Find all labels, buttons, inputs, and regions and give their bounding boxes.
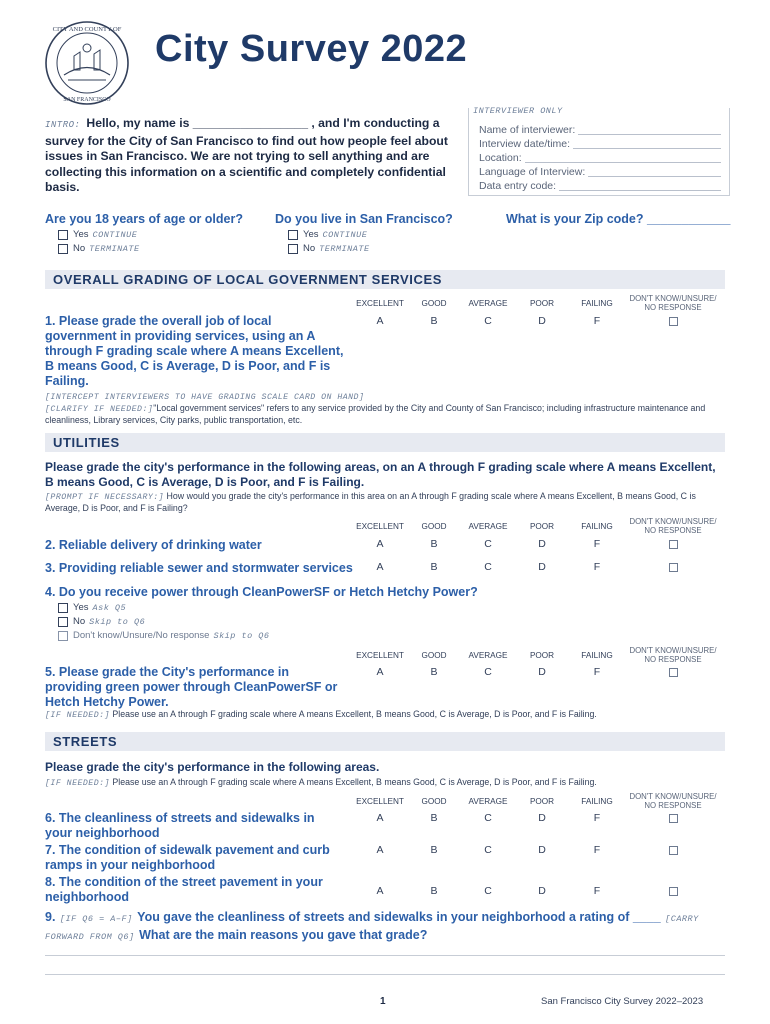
interviewer-only-box (468, 108, 730, 196)
q3-dk-checkbox[interactable] (669, 563, 678, 572)
city-seal-logo (44, 20, 130, 106)
grade-header-good: GOOD (421, 299, 447, 308)
q3-grade-a[interactable]: A (376, 561, 384, 573)
page-number: 1 (380, 996, 386, 1007)
q7-dk-checkbox[interactable] (669, 846, 678, 855)
section-header-utilities: UTILITIES (45, 433, 725, 452)
grade-header-dk: DON'T KNOW/UNSURE/ NO RESPONSE (629, 646, 717, 664)
q2-grade-d[interactable]: D (538, 538, 546, 550)
q5-grade-d[interactable]: D (538, 666, 546, 678)
age-yes-option[interactable]: Yes CONTINUE (58, 229, 137, 240)
grade-header-failing: FAILING (581, 299, 613, 308)
q5-grade-a[interactable]: A (376, 666, 384, 678)
q2-dk-checkbox[interactable] (669, 540, 678, 549)
q5-note: [IF NEEDED:] Please use an A through F grading scale where A means Excellent, B means Good, C is Average, D is Poor, and F is Failing. (45, 709, 597, 720)
q2-grade-a[interactable]: A (376, 538, 384, 550)
q8-grade-b[interactable]: B (430, 885, 438, 897)
checkbox[interactable] (288, 230, 298, 240)
grade-header-failing: FAILING (581, 522, 613, 531)
grade-header-dk: DON'T KNOW/UNSURE/ NO RESPONSE (629, 517, 717, 535)
q2-grade-f[interactable]: F (593, 538, 601, 550)
grade-header-good: GOOD (421, 651, 447, 660)
interview-language-field[interactable]: Language of Interview: (479, 166, 721, 178)
q1-grade-b[interactable]: B (430, 315, 438, 327)
q1-grade-a[interactable]: A (376, 315, 384, 327)
utilities-intro: Please grade the city's performance in the following areas, on an A through F grading scale where A means Excellent, B means Good, C is Average, D is Poor, and F is Failing. (45, 460, 716, 489)
q5-dk-checkbox[interactable] (669, 668, 678, 677)
q4-yes-option[interactable]: Yes Ask Q5 (58, 602, 126, 613)
q3-grade-b[interactable]: B (430, 561, 438, 573)
grade-header-poor: POOR (529, 522, 555, 531)
data-entry-code-field[interactable]: Data entry code: (479, 180, 721, 192)
q4-dk-option[interactable]: Don't know/Unsure/No response Skip to Q6 (58, 630, 269, 641)
note-clarify-text: "Local government services" refers to any service provided by the City and County of San Francisco; including infrastructure maintenance and cleanliness, Library services, City parks, public transportation, etc. (45, 403, 706, 425)
grade-header-failing: FAILING (581, 797, 613, 806)
grade-header-good: GOOD (421, 522, 447, 531)
note-clarify-tag: [CLARIFY IF NEEDED:] (45, 405, 154, 414)
q7-grade-a[interactable]: A (376, 844, 384, 856)
grade-header-excellent: EXCELLENT (356, 651, 404, 660)
q8-grade-a[interactable]: A (376, 885, 384, 897)
q1-grade-c[interactable]: C (484, 315, 492, 327)
question-1: 1. Please grade the overall job of local government in providing services, using an A through F grading scale where A means Excellent, B means Good, C is Average, D is Poor, and F is Failing. (45, 314, 344, 388)
intro-paragraph (45, 116, 465, 196)
section-header-overall: OVERALL GRADING OF LOCAL GOVERNMENT SERVICES (45, 270, 725, 289)
checkbox[interactable] (58, 244, 68, 254)
q5-grade-f[interactable]: F (593, 666, 601, 678)
q7-grade-b[interactable]: B (430, 844, 438, 856)
checkbox[interactable] (288, 244, 298, 254)
grade-header-average: AVERAGE (468, 299, 508, 308)
question-6: 6. The cleanliness of streets and sidewalks in your neighborhood (45, 811, 315, 840)
interview-datetime-field[interactable]: Interview date/time: (479, 138, 721, 150)
sf-resident-question: Do you live in San Francisco? (275, 212, 453, 226)
utilities-prompt: [PROMPT IF NECESSARY:] How would you grade the city's performance in this area on an A through F grading scale where A means Excellent, B means Good, C is Average, D is Poor, and F is Failing? (45, 491, 696, 513)
q1-grade-d[interactable]: D (538, 315, 546, 327)
question-4: 4. Do you receive power through CleanPowerSF or Hetch Hetchy Power? (45, 585, 478, 599)
interviewer-only-header: INTERVIEWER ONLY (473, 106, 563, 116)
q3-grade-f[interactable]: F (593, 561, 601, 573)
streets-note: [IF NEEDED:] Please use an A through F grading scale where A means Excellent, B means Good, C is Average, D is Poor, and F is Failing. (45, 777, 597, 788)
grade-header-good: GOOD (421, 797, 447, 806)
q1-grade-f[interactable]: F (593, 315, 601, 327)
section-header-streets: STREETS (45, 732, 725, 751)
q7-grade-d[interactable]: D (538, 844, 546, 856)
q6-grade-d[interactable]: D (538, 812, 546, 824)
q6-grade-f[interactable]: F (593, 812, 601, 824)
grade-header-average: AVERAGE (468, 651, 508, 660)
checkbox[interactable] (58, 603, 68, 613)
location-field[interactable]: Location: (479, 152, 721, 164)
question-2: 2. Reliable delivery of drinking water (45, 538, 262, 552)
grade-header-dk: DON'T KNOW/UNSURE/ NO RESPONSE (629, 294, 717, 312)
grade-header-poor: POOR (529, 299, 555, 308)
answer-line[interactable] (45, 955, 725, 956)
grade-header-excellent: EXCELLENT (356, 299, 404, 308)
q5-grade-c[interactable]: C (484, 666, 492, 678)
q8-grade-d[interactable]: D (538, 885, 546, 897)
grade-header-dk: DON'T KNOW/UNSURE/ NO RESPONSE (629, 792, 717, 810)
checkbox[interactable] (58, 230, 68, 240)
checkbox[interactable] (58, 631, 68, 641)
grade-header-excellent: EXCELLENT (356, 797, 404, 806)
grade-header-poor: POOR (529, 797, 555, 806)
zip-code-question: What is your Zip code? ____________ (506, 212, 731, 226)
grade-header-average: AVERAGE (468, 797, 508, 806)
svg-text:SAN FRANCISCO: SAN FRANCISCO (63, 97, 111, 103)
footer-label: San Francisco City Survey 2022–2023 (541, 996, 704, 1007)
q8-grade-c[interactable]: C (484, 885, 492, 897)
grade-header-failing: FAILING (581, 651, 613, 660)
q6-grade-c[interactable]: C (484, 812, 492, 824)
q3-grade-d[interactable]: D (538, 561, 546, 573)
q1-dk-checkbox[interactable] (669, 317, 678, 326)
note-intercept: [INTERCEPT INTERVIEWERS TO HAVE GRADING SCALE CARD ON HAND] (45, 393, 365, 402)
grade-header-average: AVERAGE (468, 522, 508, 531)
answer-line[interactable] (45, 974, 725, 975)
q3-grade-c[interactable]: C (484, 561, 492, 573)
q4-no-option[interactable]: No Skip to Q6 (58, 616, 145, 627)
svg-text:CITY AND COUNTY OF: CITY AND COUNTY OF (52, 26, 122, 33)
q7-grade-f[interactable]: F (593, 844, 601, 856)
overall-notes (45, 391, 725, 426)
q8-dk-checkbox[interactable] (669, 887, 678, 896)
q5-grade-b[interactable]: B (430, 666, 438, 678)
q2-grade-b[interactable]: B (430, 538, 438, 550)
question-7: 7. The condition of sidewalk pavement and curb ramps in your neighborhood (45, 843, 330, 872)
page-title: City Survey 2022 (155, 28, 468, 70)
question-3: 3. Providing reliable sewer and stormwater services (45, 561, 353, 575)
age-question: Are you 18 years of age or older? (45, 212, 243, 226)
q6-grade-a[interactable]: A (376, 812, 384, 824)
interviewer-name-field[interactable]: Name of interviewer: (479, 124, 721, 136)
intro-tag: INTRO: (45, 120, 81, 130)
question-9: 9. [IF Q6 = A–F] You gave the cleanliness of streets and sidewalks in your neighborhood a rating of ____ [CARRY FORWARD FROM Q6] What are the main reasons you gave that grade? (45, 910, 699, 942)
intro-text: Hello, my name is _________________ , and I'm conducting a survey for the City of San Francisco to find out how people feel about issues in San Francisco. We are not trying to sell anything and are collecting this information on a scientific and completely confidential basis. (45, 116, 448, 195)
q7-grade-c[interactable]: C (484, 844, 492, 856)
age-no-option[interactable]: No TERMINATE (58, 243, 140, 254)
q6-grade-b[interactable]: B (430, 812, 438, 824)
grade-header-poor: POOR (529, 651, 555, 660)
checkbox[interactable] (58, 617, 68, 627)
grade-header-excellent: EXCELLENT (356, 522, 404, 531)
question-5: 5. Please grade the City's performance in providing green power through CleanPowerSF or Hetch Hetchy Power. (45, 665, 338, 709)
q6-dk-checkbox[interactable] (669, 814, 678, 823)
q8-grade-f[interactable]: F (593, 885, 601, 897)
q2-grade-c[interactable]: C (484, 538, 492, 550)
question-8: 8. The condition of the street pavement in your neighborhood (45, 875, 323, 904)
sf-no-option[interactable]: No TERMINATE (288, 243, 370, 254)
streets-intro: Please grade the city's performance in the following areas. (45, 760, 380, 774)
sf-yes-option[interactable]: Yes CONTINUE (288, 229, 367, 240)
